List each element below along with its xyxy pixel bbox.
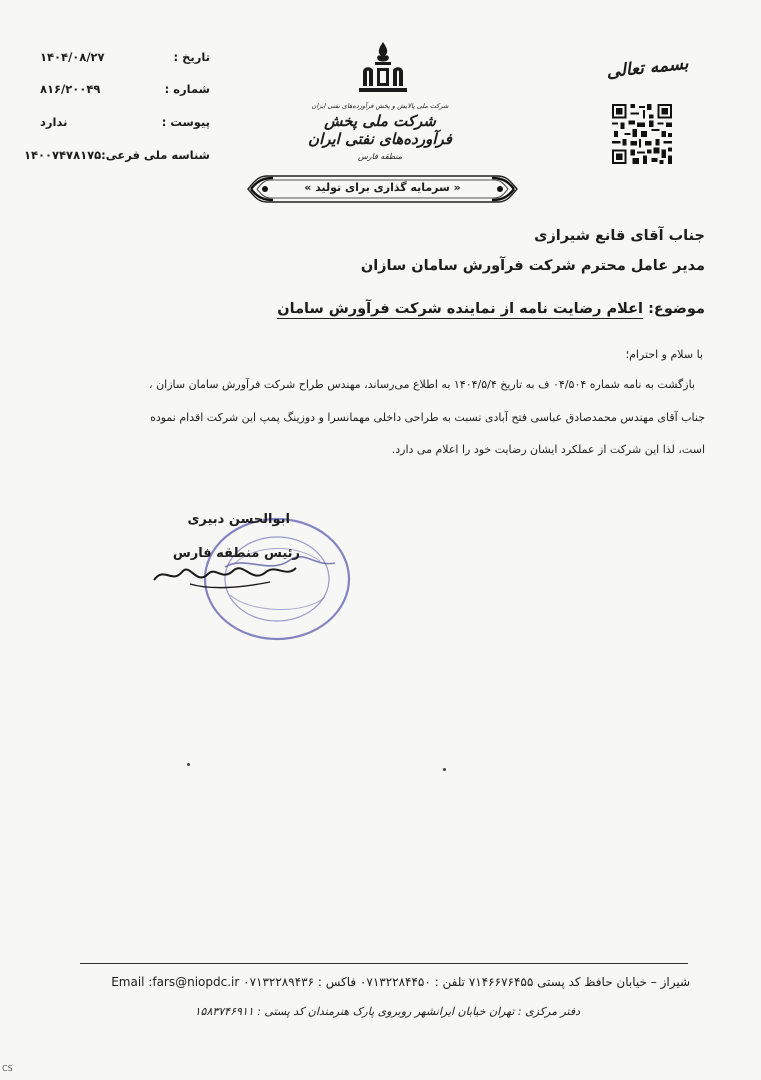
region-name: منطقه فارس xyxy=(357,152,403,161)
signatory-title: رئیس منطقه فارس xyxy=(172,546,300,561)
recipient-title: مدیر عامل محترم شرکت فرآورش سامان سازان xyxy=(360,258,705,274)
body-line-1: بازگشت به نامه شماره ۰۴/۵۰۴ ف به تاریخ ۱۴۰۴/۵/۴ به اطلاع می‌رساند، مهندس طراح شرکت فرآورش سامان سازان ، xyxy=(149,378,695,391)
bismillah-heading: بسمه تعالی xyxy=(605,53,690,83)
meta-national-id: شناسه ملی فرعی: ۱۴۰۰۷۴۷۸۱۷۵ xyxy=(23,148,210,162)
company-sub-title: شرکت ملی پالایش و پخش فرآورده‌های نفتی ایران xyxy=(311,102,449,110)
scan-dot xyxy=(187,763,190,766)
subject-label: موضوع: xyxy=(648,301,705,317)
recipient-name: جناب آقای قانع شیرازی xyxy=(534,228,705,244)
company-logo-icon xyxy=(355,40,411,98)
company-name: شرکت ملی پخش فرآورده‌های نفتی ایران xyxy=(308,112,452,148)
scan-dot xyxy=(443,768,446,771)
footer-head-office: دفتر مرکزی : تهران خیابان ایرانشهر روبروی پارک هنرمندان کد پستی : ۱۵۸۳۷۴۶۹۱۱ xyxy=(194,1005,580,1018)
footer-contact: شیراز – خیابان حافظ کد پستی ۷۱۴۶۶۷۶۴۵۵ تلفن : ۰۷۱۳۲۲۸۴۴۵۰ فاکس : ۰۷۱۳۲۲۸۹۴۳۶ Email :fars@niopdc.ir xyxy=(111,975,690,989)
scanner-watermark: CS xyxy=(2,1064,13,1073)
meta-date: تاریخ : ۱۴۰۴/۰۸/۲۷ xyxy=(40,50,210,64)
subject-value: اعلام رضایت نامه از نماینده شرکت فرآورش سامان xyxy=(277,301,643,317)
meta-number: شماره : ۸۱۶/۲۰۰۴۹ xyxy=(40,82,210,96)
handwritten-signature-icon xyxy=(150,556,300,592)
greeting: با سلام و احترام؛ xyxy=(625,348,703,361)
meta-attachment: پیوست : ندارد xyxy=(40,115,210,129)
signatory-name: ابوالحسن دبیری xyxy=(187,512,290,527)
footer-divider xyxy=(80,963,688,964)
slogan-text: « سرمایه گذاری برای تولید » xyxy=(304,181,461,194)
qr-code-icon xyxy=(612,104,672,164)
body-line-2: جناب آقای مهندس محمدصادق عباسی فتح آبادی نسبت به طراحی داخلی مهمانسرا و دوزینگ پمپ این شرکت اقدام نموده xyxy=(150,411,705,424)
body-line-3: است، لذا این شرکت از عملکرد ایشان رضایت خود را اعلام می دارد. xyxy=(391,443,705,456)
